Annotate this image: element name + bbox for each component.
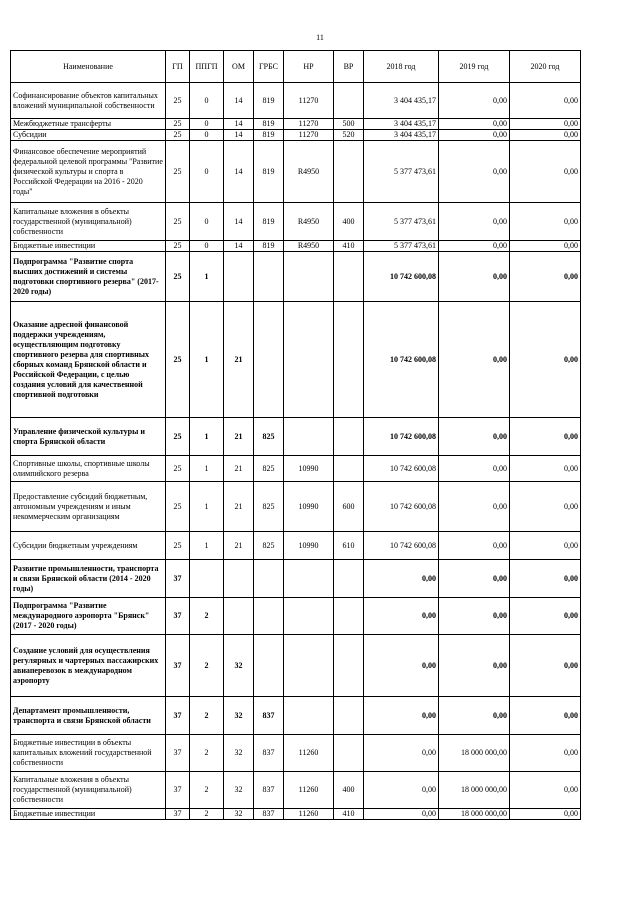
cell-2019: 0,00 [439, 456, 510, 482]
table-row [11, 119, 581, 130]
cell-ppgp: 1 [190, 252, 224, 302]
cell-name: Субсидии бюджетным учреждениям [11, 532, 166, 560]
cell-vr [334, 735, 364, 772]
cell-2018: 5 377 473,61 [364, 141, 439, 203]
cell-gp: 37 [166, 598, 190, 635]
cell-2019: 0,00 [439, 302, 510, 418]
cell-2019: 0,00 [439, 598, 510, 635]
cell-2019: 0,00 [439, 697, 510, 735]
cell-om: 14 [224, 83, 254, 119]
cell-2019: 18 000 000,00 [439, 772, 510, 809]
cell-gp: 25 [166, 532, 190, 560]
cell-vr [334, 560, 364, 598]
cell-2020: 0,00 [510, 141, 581, 203]
column-header-2019: 2019 год [439, 51, 510, 83]
column-header-vr: ВР [334, 51, 364, 83]
cell-om: 32 [224, 772, 254, 809]
cell-ppgp: 0 [190, 141, 224, 203]
table-row [11, 809, 581, 820]
table-row [11, 203, 581, 241]
cell-ppgp: 0 [190, 83, 224, 119]
table-row [11, 560, 581, 598]
cell-grbs: 825 [254, 482, 284, 532]
cell-nr: 11260 [284, 772, 334, 809]
cell-nr: R4950 [284, 203, 334, 241]
cell-2020: 0,00 [510, 83, 581, 119]
cell-ppgp: 2 [190, 735, 224, 772]
cell-om: 14 [224, 241, 254, 252]
cell-2020: 0,00 [510, 418, 581, 456]
cell-om: 14 [224, 130, 254, 141]
cell-2018: 0,00 [364, 735, 439, 772]
cell-vr [334, 697, 364, 735]
cell-2020: 0,00 [510, 241, 581, 252]
cell-nr: R4950 [284, 141, 334, 203]
budget-table [10, 50, 581, 820]
cell-name: Оказание адресной финансовой поддержки учреждениям, осуществляющим подготовку спортивного резерва для спортивных сборных команд Брянской области и Российской Федерации, с целью создания условий для качественной спортивной подготовки [11, 302, 166, 418]
cell-om: 21 [224, 482, 254, 532]
cell-grbs: 825 [254, 456, 284, 482]
cell-om: 32 [224, 809, 254, 820]
cell-gp: 25 [166, 418, 190, 456]
cell-grbs [254, 635, 284, 697]
column-header-ppgp: ППГП [190, 51, 224, 83]
cell-2019: 0,00 [439, 560, 510, 598]
cell-name: Развитие промышленности, транспорта и связи Брянской области (2014 - 2020 годы) [11, 560, 166, 598]
cell-vr: 520 [334, 130, 364, 141]
cell-ppgp: 0 [190, 130, 224, 141]
cell-2020: 0,00 [510, 532, 581, 560]
cell-2019: 0,00 [439, 252, 510, 302]
column-header-2018: 2018 год [364, 51, 439, 83]
cell-name: Капитальные вложения в объекты государственной (муниципальной) собственности [11, 203, 166, 241]
cell-vr: 600 [334, 482, 364, 532]
cell-2018: 0,00 [364, 598, 439, 635]
cell-vr [334, 456, 364, 482]
cell-grbs [254, 252, 284, 302]
cell-gp: 37 [166, 560, 190, 598]
cell-gp: 37 [166, 735, 190, 772]
cell-gp: 37 [166, 809, 190, 820]
table-row [11, 482, 581, 532]
table-header-row [11, 51, 581, 83]
cell-om: 21 [224, 302, 254, 418]
cell-2018: 10 742 600,08 [364, 482, 439, 532]
cell-gp: 25 [166, 241, 190, 252]
cell-ppgp: 2 [190, 598, 224, 635]
cell-2020: 0,00 [510, 252, 581, 302]
cell-vr [334, 635, 364, 697]
cell-2018: 10 742 600,08 [364, 252, 439, 302]
cell-2018: 0,00 [364, 560, 439, 598]
cell-gp: 25 [166, 252, 190, 302]
cell-nr: 10990 [284, 532, 334, 560]
cell-2020: 0,00 [510, 697, 581, 735]
cell-vr: 610 [334, 532, 364, 560]
cell-2019: 0,00 [439, 482, 510, 532]
cell-2019: 0,00 [439, 635, 510, 697]
cell-grbs: 825 [254, 532, 284, 560]
cell-2019: 0,00 [439, 418, 510, 456]
page-number: 11 [316, 33, 324, 42]
cell-om [224, 560, 254, 598]
cell-2020: 0,00 [510, 772, 581, 809]
table-row [11, 456, 581, 482]
table-row [11, 635, 581, 697]
cell-gp: 25 [166, 83, 190, 119]
cell-ppgp [190, 560, 224, 598]
cell-vr: 400 [334, 772, 364, 809]
table-row [11, 418, 581, 456]
cell-name: Управление физической культуры и спорта Брянской области [11, 418, 166, 456]
cell-name: Спортивные школы, спортивные школы олимпийского резерва [11, 456, 166, 482]
cell-2018: 3 404 435,17 [364, 83, 439, 119]
cell-2018: 10 742 600,08 [364, 456, 439, 482]
cell-grbs: 819 [254, 130, 284, 141]
cell-grbs: 819 [254, 241, 284, 252]
cell-name: Предоставление субсидий бюджетным, автономным учреждениям и иным некоммерческим организациям [11, 482, 166, 532]
cell-nr: 11260 [284, 809, 334, 820]
cell-nr [284, 418, 334, 456]
cell-vr: 410 [334, 809, 364, 820]
cell-name: Подпрограмма "Развитие спорта высших достижений и системы подготовки спортивного резерва" (2017-2020 годы) [11, 252, 166, 302]
table-row [11, 598, 581, 635]
cell-nr: 11260 [284, 735, 334, 772]
cell-gp: 25 [166, 203, 190, 241]
table-row [11, 772, 581, 809]
cell-om: 14 [224, 203, 254, 241]
cell-gp: 25 [166, 130, 190, 141]
cell-nr [284, 302, 334, 418]
cell-om: 32 [224, 635, 254, 697]
cell-name: Финансовое обеспечение мероприятий федеральной целевой программы "Развитие физической культуры и спорта в Российской Федерации на 2016 - 2020 годы" [11, 141, 166, 203]
cell-2019: 0,00 [439, 119, 510, 130]
cell-2019: 0,00 [439, 141, 510, 203]
table-row [11, 141, 581, 203]
cell-om: 21 [224, 456, 254, 482]
cell-2020: 0,00 [510, 302, 581, 418]
cell-gp: 25 [166, 482, 190, 532]
cell-vr [334, 598, 364, 635]
cell-2020: 0,00 [510, 456, 581, 482]
cell-om: 21 [224, 532, 254, 560]
table-row [11, 532, 581, 560]
cell-2018: 3 404 435,17 [364, 130, 439, 141]
cell-grbs [254, 302, 284, 418]
cell-2019: 0,00 [439, 532, 510, 560]
cell-gp: 25 [166, 141, 190, 203]
table-row [11, 241, 581, 252]
cell-grbs: 837 [254, 735, 284, 772]
cell-ppgp: 0 [190, 241, 224, 252]
cell-vr [334, 252, 364, 302]
cell-ppgp: 2 [190, 697, 224, 735]
cell-grbs [254, 560, 284, 598]
cell-name: Департамент промышленности, транспорта и связи Брянской области [11, 697, 166, 735]
cell-grbs: 837 [254, 809, 284, 820]
cell-name: Субсидии [11, 130, 166, 141]
table-body [11, 83, 581, 820]
cell-ppgp: 1 [190, 418, 224, 456]
cell-2018: 5 377 473,61 [364, 241, 439, 252]
cell-2020: 0,00 [510, 203, 581, 241]
cell-2018: 0,00 [364, 697, 439, 735]
cell-vr: 500 [334, 119, 364, 130]
column-header-2020: 2020 год [510, 51, 581, 83]
cell-2018: 0,00 [364, 809, 439, 820]
cell-2020: 0,00 [510, 119, 581, 130]
cell-2020: 0,00 [510, 130, 581, 141]
cell-grbs [254, 598, 284, 635]
cell-nr [284, 697, 334, 735]
cell-om [224, 598, 254, 635]
cell-name: Межбюджетные трансферты [11, 119, 166, 130]
cell-ppgp: 2 [190, 635, 224, 697]
cell-2018: 10 742 600,08 [364, 418, 439, 456]
cell-om [224, 252, 254, 302]
cell-gp: 25 [166, 302, 190, 418]
cell-grbs: 837 [254, 772, 284, 809]
cell-2020: 0,00 [510, 735, 581, 772]
column-header-nr: НР [284, 51, 334, 83]
cell-2019: 0,00 [439, 83, 510, 119]
cell-nr [284, 252, 334, 302]
cell-2018: 5 377 473,61 [364, 203, 439, 241]
cell-nr: 11270 [284, 83, 334, 119]
cell-nr: 11270 [284, 130, 334, 141]
cell-vr [334, 418, 364, 456]
cell-name: Подпрограмма "Развитие международного аэропорта "Брянск" (2017 - 2020 годы) [11, 598, 166, 635]
cell-2018: 10 742 600,08 [364, 302, 439, 418]
cell-ppgp: 1 [190, 456, 224, 482]
cell-gp: 25 [166, 119, 190, 130]
cell-2018: 0,00 [364, 772, 439, 809]
cell-2018: 3 404 435,17 [364, 119, 439, 130]
cell-ppgp: 0 [190, 119, 224, 130]
cell-grbs: 819 [254, 83, 284, 119]
cell-2020: 0,00 [510, 598, 581, 635]
cell-2018: 10 742 600,08 [364, 532, 439, 560]
column-header-gp: ГП [166, 51, 190, 83]
cell-ppgp: 0 [190, 203, 224, 241]
cell-vr: 400 [334, 203, 364, 241]
cell-ppgp: 1 [190, 302, 224, 418]
cell-2019: 0,00 [439, 241, 510, 252]
column-header-grbs: ГРБС [254, 51, 284, 83]
cell-grbs: 819 [254, 203, 284, 241]
cell-name: Бюджетные инвестиции [11, 241, 166, 252]
cell-vr [334, 141, 364, 203]
cell-om: 32 [224, 697, 254, 735]
cell-gp: 25 [166, 456, 190, 482]
cell-nr: 11270 [284, 119, 334, 130]
table-row [11, 83, 581, 119]
cell-nr: R4950 [284, 241, 334, 252]
cell-om: 21 [224, 418, 254, 456]
cell-ppgp: 2 [190, 809, 224, 820]
cell-name: Бюджетные инвестиции в объекты капитальных вложений государственной собственности [11, 735, 166, 772]
cell-nr [284, 560, 334, 598]
table-row [11, 302, 581, 418]
cell-nr: 10990 [284, 482, 334, 532]
cell-name: Капитальные вложения в объекты государственной (муниципальной) собственности [11, 772, 166, 809]
table-row [11, 252, 581, 302]
cell-grbs: 819 [254, 141, 284, 203]
cell-vr [334, 83, 364, 119]
cell-nr [284, 635, 334, 697]
cell-2019: 18 000 000,00 [439, 735, 510, 772]
cell-om: 14 [224, 119, 254, 130]
column-header-om: ОМ [224, 51, 254, 83]
cell-nr [284, 598, 334, 635]
cell-vr [334, 302, 364, 418]
cell-ppgp: 1 [190, 482, 224, 532]
cell-grbs: 837 [254, 697, 284, 735]
cell-name: Софинансирование объектов капитальных вложений муниципальной собственности [11, 83, 166, 119]
cell-2020: 0,00 [510, 809, 581, 820]
cell-2019: 0,00 [439, 130, 510, 141]
cell-gp: 37 [166, 697, 190, 735]
cell-name: Создание условий для осуществления регулярных и чартерных пассажирских авиаперевозок в международном аэропорту [11, 635, 166, 697]
cell-name: Бюджетные инвестиции [11, 809, 166, 820]
cell-ppgp: 2 [190, 772, 224, 809]
cell-ppgp: 1 [190, 532, 224, 560]
table-row [11, 697, 581, 735]
cell-grbs: 825 [254, 418, 284, 456]
cell-2019: 18 000 000,00 [439, 809, 510, 820]
table-row [11, 735, 581, 772]
cell-2020: 0,00 [510, 482, 581, 532]
column-header-name: Наименование [11, 51, 166, 83]
cell-2020: 0,00 [510, 560, 581, 598]
cell-vr: 410 [334, 241, 364, 252]
table-row [11, 130, 581, 141]
cell-gp: 37 [166, 772, 190, 809]
cell-grbs: 819 [254, 119, 284, 130]
cell-nr: 10990 [284, 456, 334, 482]
cell-2018: 0,00 [364, 635, 439, 697]
cell-2020: 0,00 [510, 635, 581, 697]
cell-om: 32 [224, 735, 254, 772]
cell-gp: 37 [166, 635, 190, 697]
cell-2019: 0,00 [439, 203, 510, 241]
cell-om: 14 [224, 141, 254, 203]
